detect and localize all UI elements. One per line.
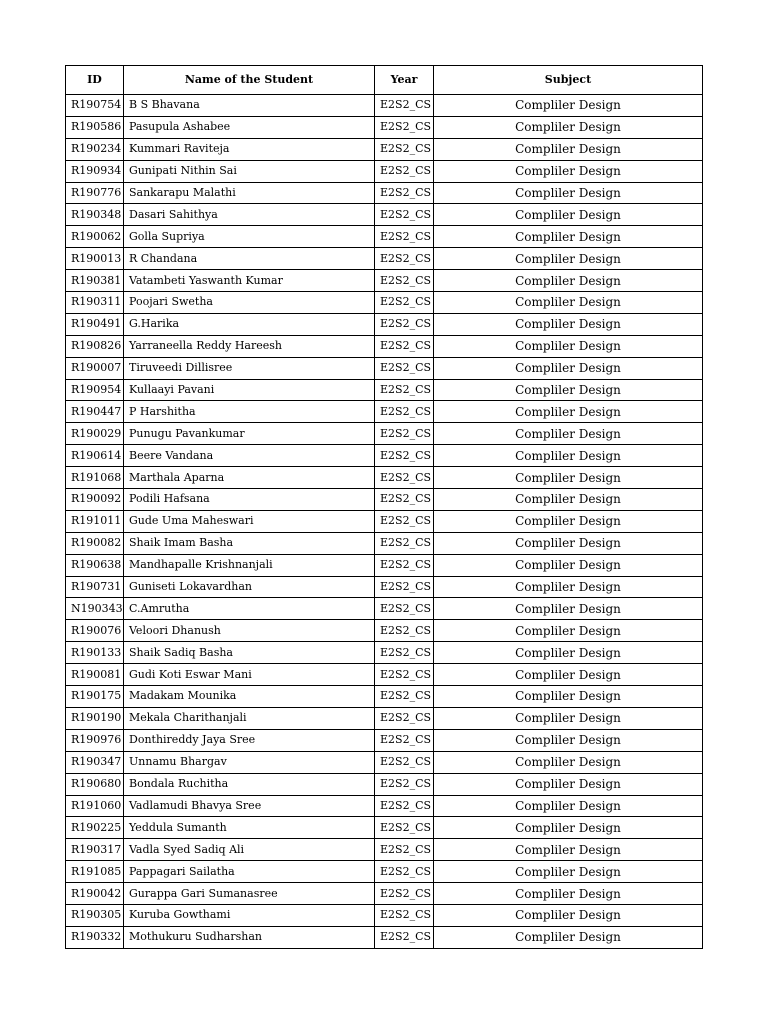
cell-subject: Compliler Design: [434, 292, 703, 314]
cell-subject: Compliler Design: [434, 904, 703, 926]
table-row: [66, 226, 703, 248]
cell-id: R190348: [66, 204, 124, 226]
cell-year: E2S2_CS: [375, 751, 434, 773]
cell-student-name: Vadlamudi Bhavya Sree: [124, 795, 375, 817]
cell-subject: Compliler Design: [434, 773, 703, 795]
header-name: Name of the Student: [124, 66, 375, 95]
cell-student-name: B S Bhavana: [124, 95, 375, 117]
cell-id: R190614: [66, 445, 124, 467]
cell-id: R190934: [66, 160, 124, 182]
table-row: [66, 729, 703, 751]
cell-subject: Compliler Design: [434, 489, 703, 511]
cell-student-name: Gude Uma Maheswari: [124, 510, 375, 532]
cell-student-name: Pappagari Sailatha: [124, 861, 375, 883]
cell-id: R190680: [66, 773, 124, 795]
table-row: [66, 598, 703, 620]
cell-year: E2S2_CS: [375, 839, 434, 861]
header-row: [66, 66, 703, 95]
cell-year: E2S2_CS: [375, 489, 434, 511]
table-row: [66, 751, 703, 773]
cell-year: E2S2_CS: [375, 292, 434, 314]
cell-subject: Compliler Design: [434, 445, 703, 467]
table-row: [66, 576, 703, 598]
table-row: [66, 270, 703, 292]
cell-id: R190029: [66, 423, 124, 445]
table-row: [66, 95, 703, 117]
cell-id: R190381: [66, 270, 124, 292]
cell-year: E2S2_CS: [375, 773, 434, 795]
table-row: [66, 335, 703, 357]
cell-student-name: G.Harika: [124, 313, 375, 335]
cell-student-name: Beere Vandana: [124, 445, 375, 467]
cell-student-name: Gudi Koti Eswar Mani: [124, 664, 375, 686]
header-subject: Subject: [434, 66, 703, 95]
cell-subject: Compliler Design: [434, 686, 703, 708]
cell-year: E2S2_CS: [375, 817, 434, 839]
cell-subject: Compliler Design: [434, 270, 703, 292]
header-id: ID: [66, 66, 124, 95]
cell-id: R190976: [66, 729, 124, 751]
cell-id: R190731: [66, 576, 124, 598]
cell-year: E2S2_CS: [375, 510, 434, 532]
cell-subject: Compliler Design: [434, 116, 703, 138]
table-row: [66, 248, 703, 270]
cell-id: R190190: [66, 707, 124, 729]
cell-id: R190826: [66, 335, 124, 357]
table-row: [66, 620, 703, 642]
cell-id: R190776: [66, 182, 124, 204]
cell-student-name: Kummari Raviteja: [124, 138, 375, 160]
cell-student-name: Yarraneella Reddy Hareesh: [124, 335, 375, 357]
table-row: [66, 795, 703, 817]
cell-year: E2S2_CS: [375, 248, 434, 270]
cell-student-name: Mekala Charithanjali: [124, 707, 375, 729]
cell-id: R190332: [66, 926, 124, 948]
cell-year: E2S2_CS: [375, 598, 434, 620]
student-table: [65, 65, 703, 949]
cell-subject: Compliler Design: [434, 357, 703, 379]
table-row: [66, 817, 703, 839]
cell-subject: Compliler Design: [434, 335, 703, 357]
cell-id: N190343: [66, 598, 124, 620]
table-row: [66, 116, 703, 138]
cell-id: R191060: [66, 795, 124, 817]
cell-year: E2S2_CS: [375, 532, 434, 554]
table-row: [66, 292, 703, 314]
cell-id: R190225: [66, 817, 124, 839]
cell-subject: Compliler Design: [434, 401, 703, 423]
cell-id: R190082: [66, 532, 124, 554]
cell-year: E2S2_CS: [375, 795, 434, 817]
table-row: [66, 883, 703, 905]
cell-subject: Compliler Design: [434, 248, 703, 270]
cell-subject: Compliler Design: [434, 379, 703, 401]
cell-year: E2S2_CS: [375, 270, 434, 292]
cell-year: E2S2_CS: [375, 357, 434, 379]
cell-subject: Compliler Design: [434, 751, 703, 773]
table-row: [66, 839, 703, 861]
cell-student-name: Mandhapalle Krishnanjali: [124, 554, 375, 576]
cell-student-name: Kuruba Gowthami: [124, 904, 375, 926]
cell-id: R190076: [66, 620, 124, 642]
cell-year: E2S2_CS: [375, 335, 434, 357]
cell-subject: Compliler Design: [434, 423, 703, 445]
table-row: [66, 664, 703, 686]
table-row: [66, 445, 703, 467]
cell-year: E2S2_CS: [375, 401, 434, 423]
cell-year: E2S2_CS: [375, 379, 434, 401]
cell-id: R190175: [66, 686, 124, 708]
cell-subject: Compliler Design: [434, 926, 703, 948]
cell-student-name: Yeddula Sumanth: [124, 817, 375, 839]
cell-student-name: Golla Supriya: [124, 226, 375, 248]
cell-id: R190234: [66, 138, 124, 160]
cell-id: R190007: [66, 357, 124, 379]
table-row: [66, 138, 703, 160]
cell-id: R190133: [66, 642, 124, 664]
cell-student-name: Pasupula Ashabee: [124, 116, 375, 138]
cell-id: R190062: [66, 226, 124, 248]
cell-student-name: Punugu Pavankumar: [124, 423, 375, 445]
cell-year: E2S2_CS: [375, 467, 434, 489]
cell-subject: Compliler Design: [434, 554, 703, 576]
cell-student-name: Vatambeti Yaswanth Kumar: [124, 270, 375, 292]
cell-student-name: Donthireddy Jaya Sree: [124, 729, 375, 751]
table-row: [66, 401, 703, 423]
cell-student-name: Vadla Syed Sadiq Ali: [124, 839, 375, 861]
cell-student-name: Bondala Ruchitha: [124, 773, 375, 795]
table-row: [66, 510, 703, 532]
cell-id: R190317: [66, 839, 124, 861]
cell-id: R190447: [66, 401, 124, 423]
cell-subject: Compliler Design: [434, 204, 703, 226]
cell-id: R190311: [66, 292, 124, 314]
cell-student-name: Mothukuru Sudharshan: [124, 926, 375, 948]
table-row: [66, 423, 703, 445]
cell-student-name: Shaik Imam Basha: [124, 532, 375, 554]
header-year: Year: [375, 66, 434, 95]
cell-year: E2S2_CS: [375, 423, 434, 445]
cell-student-name: Kullaayi Pavani: [124, 379, 375, 401]
cell-year: E2S2_CS: [375, 313, 434, 335]
cell-year: E2S2_CS: [375, 226, 434, 248]
cell-subject: Compliler Design: [434, 817, 703, 839]
table-row: [66, 707, 703, 729]
cell-subject: Compliler Design: [434, 182, 703, 204]
cell-id: R190638: [66, 554, 124, 576]
cell-year: E2S2_CS: [375, 95, 434, 117]
cell-student-name: Veloori Dhanush: [124, 620, 375, 642]
cell-id: R190305: [66, 904, 124, 926]
cell-subject: Compliler Design: [434, 138, 703, 160]
table-row: [66, 379, 703, 401]
cell-id: R191011: [66, 510, 124, 532]
cell-id: R190092: [66, 489, 124, 511]
table-row: [66, 926, 703, 948]
cell-year: E2S2_CS: [375, 576, 434, 598]
table-row: [66, 357, 703, 379]
table-body: [66, 95, 703, 949]
cell-id: R191068: [66, 467, 124, 489]
cell-student-name: R Chandana: [124, 248, 375, 270]
cell-subject: Compliler Design: [434, 226, 703, 248]
cell-student-name: Sankarapu Malathi: [124, 182, 375, 204]
table-row: [66, 204, 703, 226]
cell-year: E2S2_CS: [375, 686, 434, 708]
table-row: [66, 554, 703, 576]
cell-student-name: Poojari Swetha: [124, 292, 375, 314]
cell-student-name: P Harshitha: [124, 401, 375, 423]
cell-student-name: Gurappa Gari Sumanasree: [124, 883, 375, 905]
cell-id: R190954: [66, 379, 124, 401]
cell-id: R190754: [66, 95, 124, 117]
table-header: [66, 66, 703, 95]
cell-subject: Compliler Design: [434, 532, 703, 554]
table-row: [66, 313, 703, 335]
cell-subject: Compliler Design: [434, 160, 703, 182]
cell-subject: Compliler Design: [434, 313, 703, 335]
table-row: [66, 489, 703, 511]
cell-subject: Compliler Design: [434, 467, 703, 489]
cell-id: R190042: [66, 883, 124, 905]
cell-subject: Compliler Design: [434, 839, 703, 861]
cell-subject: Compliler Design: [434, 95, 703, 117]
cell-student-name: Guniseti Lokavardhan: [124, 576, 375, 598]
cell-subject: Compliler Design: [434, 642, 703, 664]
cell-year: E2S2_CS: [375, 182, 434, 204]
table-row: [66, 467, 703, 489]
cell-student-name: C.Amrutha: [124, 598, 375, 620]
table-row: [66, 182, 703, 204]
cell-subject: Compliler Design: [434, 883, 703, 905]
table-row: [66, 904, 703, 926]
cell-student-name: Tiruveedi Dillisree: [124, 357, 375, 379]
cell-year: E2S2_CS: [375, 883, 434, 905]
cell-subject: Compliler Design: [434, 620, 703, 642]
cell-student-name: Podili Hafsana: [124, 489, 375, 511]
table-row: [66, 642, 703, 664]
table-row: [66, 532, 703, 554]
cell-subject: Compliler Design: [434, 510, 703, 532]
cell-subject: Compliler Design: [434, 861, 703, 883]
cell-id: R190081: [66, 664, 124, 686]
cell-student-name: Gunipati Nithin Sai: [124, 160, 375, 182]
cell-id: R191085: [66, 861, 124, 883]
cell-student-name: Dasari Sahithya: [124, 204, 375, 226]
cell-id: R190491: [66, 313, 124, 335]
cell-year: E2S2_CS: [375, 926, 434, 948]
cell-subject: Compliler Design: [434, 707, 703, 729]
cell-student-name: Marthala Aparna: [124, 467, 375, 489]
cell-year: E2S2_CS: [375, 554, 434, 576]
cell-year: E2S2_CS: [375, 116, 434, 138]
cell-year: E2S2_CS: [375, 445, 434, 467]
cell-id: R190586: [66, 116, 124, 138]
cell-year: E2S2_CS: [375, 160, 434, 182]
cell-id: R190013: [66, 248, 124, 270]
table-row: [66, 686, 703, 708]
cell-year: E2S2_CS: [375, 204, 434, 226]
cell-year: E2S2_CS: [375, 707, 434, 729]
table-row: [66, 861, 703, 883]
cell-subject: Compliler Design: [434, 576, 703, 598]
cell-id: R190347: [66, 751, 124, 773]
cell-student-name: Shaik Sadiq Basha: [124, 642, 375, 664]
cell-student-name: Unnamu Bhargav: [124, 751, 375, 773]
cell-year: E2S2_CS: [375, 861, 434, 883]
table-row: [66, 160, 703, 182]
cell-year: E2S2_CS: [375, 620, 434, 642]
cell-student-name: Madakam Mounika: [124, 686, 375, 708]
cell-subject: Compliler Design: [434, 664, 703, 686]
table-row: [66, 773, 703, 795]
cell-year: E2S2_CS: [375, 904, 434, 926]
cell-year: E2S2_CS: [375, 729, 434, 751]
cell-year: E2S2_CS: [375, 138, 434, 160]
cell-subject: Compliler Design: [434, 795, 703, 817]
cell-subject: Compliler Design: [434, 729, 703, 751]
cell-year: E2S2_CS: [375, 664, 434, 686]
cell-year: E2S2_CS: [375, 642, 434, 664]
cell-subject: Compliler Design: [434, 598, 703, 620]
